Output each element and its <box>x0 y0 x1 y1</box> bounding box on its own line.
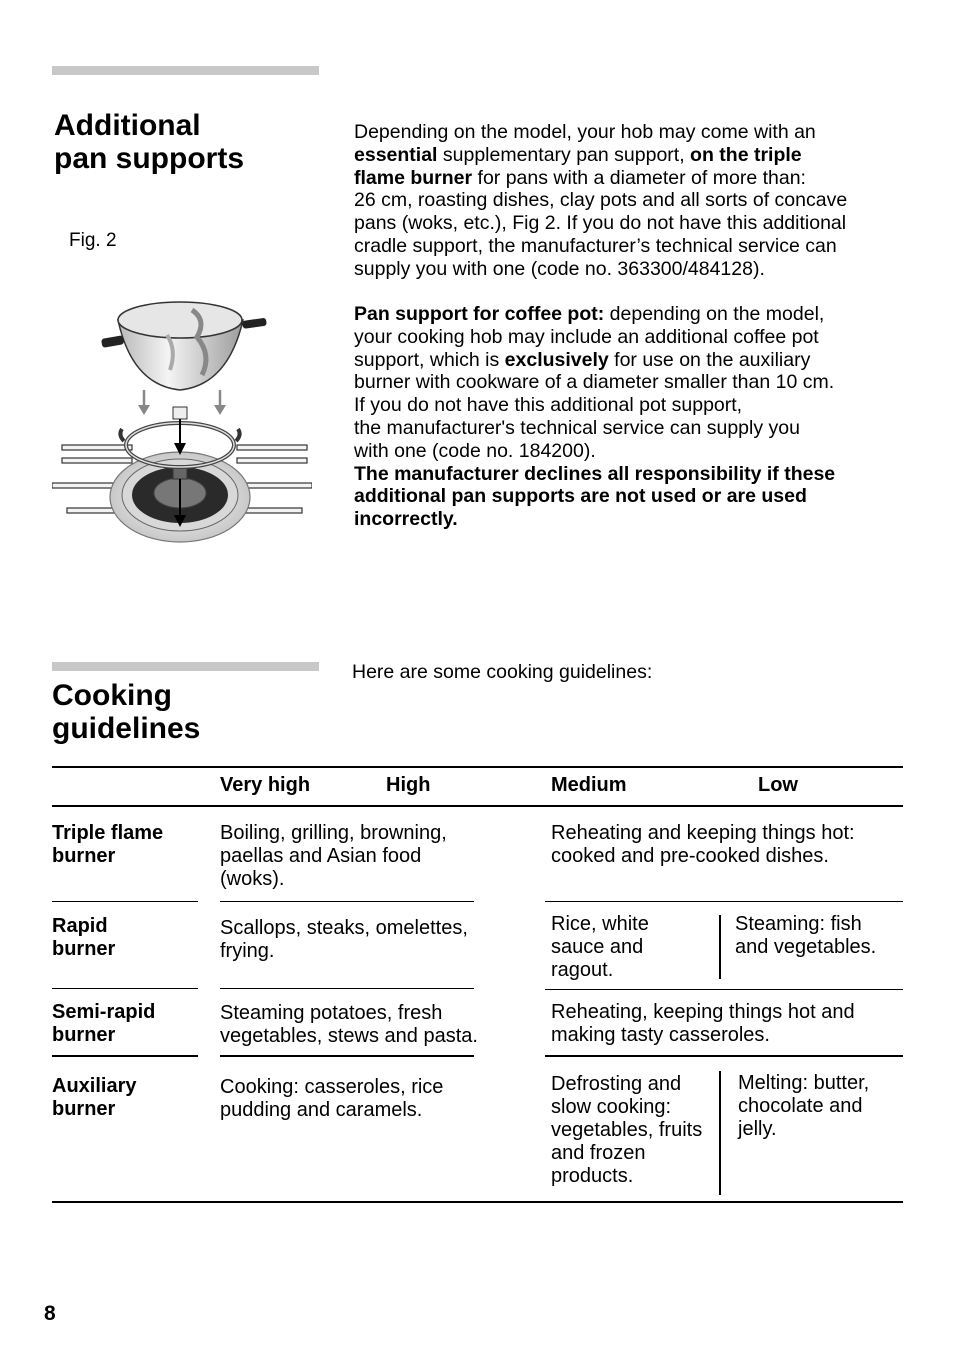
bold-text-run: essential <box>354 143 438 166</box>
title-line: pan supports <box>54 142 245 175</box>
column-divider <box>719 1071 721 1195</box>
row-label-line: burner <box>52 1024 116 1046</box>
text-run: 26 cm, roasting dishes, clay pots and all sorts of concave <box>354 189 848 212</box>
rapid-low-cell <box>735 913 876 959</box>
paragraph-line <box>354 508 835 531</box>
cell-line: slow cooking: <box>551 1096 672 1118</box>
paragraph-line <box>354 463 835 486</box>
bold-text-run: flame burner <box>354 166 473 189</box>
row-rule <box>545 1055 903 1057</box>
header-bottom-rule <box>52 805 903 807</box>
section-divider-bar <box>52 662 319 671</box>
paragraph-line <box>354 326 835 349</box>
row-label-line: Rapid <box>52 915 108 937</box>
text-run: cradle support, the manufacturer’s technical service can <box>354 234 837 257</box>
rapid-high-cell <box>220 917 468 963</box>
cell-line: making tasty casseroles. <box>551 1024 770 1046</box>
paragraph-line <box>354 303 835 326</box>
paragraph-line <box>354 189 847 212</box>
text-run: the manufacturer's technical service can supply you <box>354 416 800 439</box>
paragraph-line <box>354 167 847 190</box>
row-rule <box>545 989 903 990</box>
cell-line: ragout. <box>551 959 614 981</box>
row-rule <box>52 988 198 989</box>
row-rule <box>545 901 903 902</box>
wok-pan-support-illustration <box>52 295 312 550</box>
paragraph-line <box>354 371 835 394</box>
text-run: depending on the model, <box>604 303 825 325</box>
bold-text-run: Pan support for coffee pot: <box>354 303 605 325</box>
auxiliary-medium-cell <box>551 1073 702 1188</box>
cell-line: pudding and caramels. <box>220 1099 423 1121</box>
cell-line: Steaming: fish <box>735 913 862 935</box>
cell-line: Reheating, keeping things hot and <box>551 1001 855 1023</box>
table-bottom-rule <box>52 1201 903 1203</box>
text-run: Depending on the model, your hob may come with an <box>354 121 816 143</box>
row-rule <box>220 988 474 989</box>
paragraph-line <box>354 235 847 258</box>
paragraph-line <box>354 440 835 463</box>
text-run: your cooking hob may include an additional coffee pot <box>354 325 819 348</box>
text-run: pans (woks, etc.), Fig 2. If you do not have this additional <box>354 212 847 235</box>
cell-line: Steaming potatoes, fresh <box>220 1002 443 1024</box>
figure-label: Fig. 2 <box>69 230 117 251</box>
cell-line: Cooking: casseroles, rice <box>220 1076 444 1098</box>
row-rule <box>52 901 198 902</box>
bold-text-run: additional pan supports are not used or are used <box>354 485 807 508</box>
row-label-triple-flame-burner <box>52 822 163 868</box>
header-medium: Medium <box>551 774 627 796</box>
row-label-semi-rapid-burner <box>52 1001 155 1047</box>
cell-line: chocolate and <box>738 1095 863 1117</box>
header-low: Low <box>758 774 798 796</box>
table-top-rule <box>52 766 903 768</box>
section-title-additional-pan-supports <box>54 109 244 175</box>
row-label-line: burner <box>52 845 116 867</box>
cell-line: Reheating and keeping things hot: <box>551 822 855 844</box>
cell-line: Boiling, grilling, browning, <box>220 822 447 844</box>
header-very-high: Very high <box>220 774 311 796</box>
text-run: If you do not have this additional pot support, <box>354 394 743 417</box>
cell-line: Rice, white <box>551 913 649 935</box>
row-label-line: Triple flame <box>52 822 164 844</box>
cell-line: Scallops, steaks, omelettes, <box>220 917 468 939</box>
row-rule <box>220 1055 474 1057</box>
bold-text-run: exclusively <box>504 348 609 371</box>
text-run: supplementary pan support, <box>437 143 691 166</box>
text-run: for use on the auxiliary <box>608 348 811 371</box>
row-rule <box>52 1055 198 1057</box>
title-line: Cooking <box>52 679 172 712</box>
bold-text-run: incorrectly. <box>354 508 458 531</box>
cell-line: sauce and <box>551 936 644 958</box>
rapid-medium-cell <box>551 913 649 982</box>
title-line: guidelines <box>52 712 201 745</box>
text-run: with one (code no. 184200). <box>354 439 596 462</box>
cell-line: frying. <box>220 940 275 962</box>
paragraph-line <box>354 121 847 144</box>
bold-text-run: The manufacturer declines all responsibility if these <box>354 462 836 485</box>
cell-line: paellas and Asian food <box>220 845 422 867</box>
auxiliary-low-cell <box>738 1072 869 1141</box>
text-run: supply you with one (code no. 363300/484128). <box>354 257 765 280</box>
row-label-auxiliary-burner <box>52 1075 136 1121</box>
text-run: support, which is <box>354 348 505 371</box>
cell-line: vegetables, fruits <box>551 1119 703 1141</box>
bold-text-run: on the triple <box>690 143 802 166</box>
text-run: burner with cookware of a diameter smaller than 10 cm. <box>354 371 835 394</box>
cell-line: Defrosting and <box>551 1073 682 1095</box>
triple-high-cell <box>220 822 447 891</box>
paragraph-line <box>354 258 847 281</box>
row-label-line: burner <box>52 1098 116 1120</box>
row-label-line: Auxiliary <box>52 1075 137 1097</box>
semi-rapid-high-cell <box>220 1002 478 1048</box>
semi-rapid-low-cell <box>551 1001 855 1047</box>
title-line: Additional <box>54 109 201 142</box>
text-run: for pans with a diameter of more than: <box>472 166 806 189</box>
cell-line: and vegetables. <box>735 936 877 958</box>
cell-line: and frozen <box>551 1142 646 1164</box>
row-label-line: Semi-rapid <box>52 1001 156 1023</box>
column-divider <box>719 915 721 979</box>
cooking-guidelines-intro: Here are some cooking guidelines: <box>352 661 653 683</box>
cell-line: products. <box>551 1165 634 1187</box>
cell-line: cooked and pre-cooked dishes. <box>551 845 829 867</box>
row-rule <box>220 901 474 902</box>
auxiliary-high-cell <box>220 1076 443 1122</box>
header-high: High <box>386 774 431 796</box>
coffee-pot-support-paragraph <box>354 303 835 531</box>
row-label-line: burner <box>52 938 116 960</box>
paragraph-line <box>354 144 847 167</box>
section-divider-bar <box>52 66 319 75</box>
paragraph-line <box>354 212 847 235</box>
section-title-cooking-guidelines <box>52 679 200 745</box>
cell-line: (woks). <box>220 868 285 890</box>
paragraph-line <box>354 485 835 508</box>
page-number: 8 <box>44 1302 56 1325</box>
cell-line: vegetables, stews and pasta. <box>220 1025 478 1047</box>
pan-supports-paragraph <box>354 121 847 281</box>
paragraph-line <box>354 349 835 372</box>
row-label-rapid-burner <box>52 915 115 961</box>
paragraph-line <box>354 417 835 440</box>
paragraph-line <box>354 394 835 417</box>
triple-low-cell <box>551 822 855 868</box>
cell-line: jelly. <box>738 1118 777 1140</box>
cell-line: Melting: butter, <box>738 1072 870 1094</box>
